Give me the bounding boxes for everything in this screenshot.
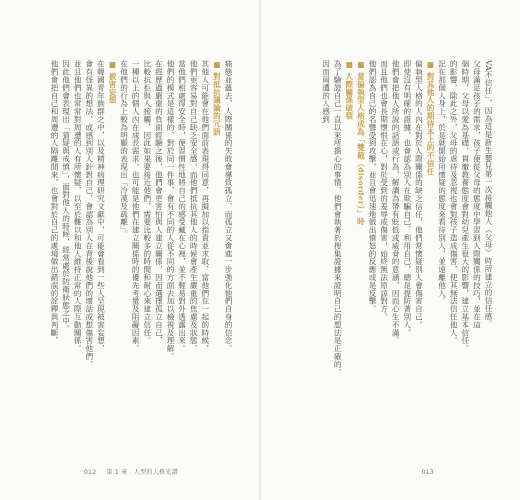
heading-marker: ■ (344, 60, 354, 70)
text-column: 父母滿足孩子的需求，孩子便從父母的態度中學習到人際關係的技巧，並在這 (472, 60, 482, 329)
running-head: 第 1 章 人型的人格光譜 (106, 469, 178, 476)
text-column: 他們認為自己的名聲受到攻擊，並且會迅速地做出憤怒的反應或是反擊。 (368, 60, 377, 313)
text-column: 其他人可能會在他們面前表現得同意，再擬加以指責並求取，當他們在一起的時候， (200, 60, 210, 353)
text-column: 當他們相處得安全時，便習慣性地將自己的感受藏在心裡，並不輕易對外透露出來。 (177, 60, 187, 353)
text-column: 即使沒有明確的證據，也會認為別人在欺騙自己、利用自己，總是提防著別人。 (402, 60, 412, 337)
heading-marker: ■ (426, 60, 435, 70)
heading-marker: ■ (356, 60, 366, 70)
heading-text: 被害妄想 (108, 72, 117, 104)
text-column: 在經歷過嚴重的負面經驗之後，他們會更害怕與人建立關係，因而選擇孤立自己， (154, 60, 164, 345)
text-column: 因而周遭的人感到 (321, 60, 331, 124)
text-column: 記在那個人身上，於是就開始用懷疑的態度來看待別人，並遠離他人。 (437, 60, 447, 305)
text-column: 的影響，除此之外，父母的虐待及忽視也會對孩子造成傷害，使其無法信任他人。 (449, 60, 459, 345)
heading-marker: ■ (212, 60, 222, 70)
text-column: 比較抗拒與人接觸，因此如果要接近他們，需要比較多的時間和耐心來建立信任。 (142, 60, 152, 345)
text-column: 而且他們也會長期懷恨在心，對於受到的羞辱或傷害，始終無法原諒對方。 (379, 60, 389, 321)
text-column: 他們的模式是這樣的，對於同一件事，會有不同的人從不同的方面去加以檢視及理解。 (166, 60, 175, 361)
section-heading (211, 60, 222, 136)
text-column: 個時期，父母以愛為基礎，貫徹教養態度會對幼兒產生很大的影響，建立基本信任。 (460, 60, 470, 353)
heading-text: 人際關係破裂 (344, 72, 354, 120)
section-heading (425, 60, 436, 175)
right-page (260, 0, 520, 500)
page-number: 013 (421, 469, 434, 476)
text-column: 他們更容易對自己缺乏安全感，而他們抵抗其他人的時候會產生嚴重的焦慮及狀態， (189, 60, 199, 353)
text-column: 在韓國青年族群之中，以及精神病理研究文獻中，可能會看到一些人呈現被害妄想， (96, 60, 106, 353)
text-column: 偏執型人格的人內在對於人際關係的缺乏信任，他們常懷疑別人會傷害自己。 (414, 60, 424, 329)
text-column: 他們會把他人所說的話語或行為，解讀為帶有貶低或威脅的意涵，因而心生不滿。 (391, 60, 401, 345)
page-number: 012 (84, 469, 97, 476)
text-column: 因此他們會表現出「猜疑與戒慎」，面對他人的時候，經常處於防衛狀態之中。 (61, 60, 71, 333)
section-heading (355, 60, 366, 225)
text-column: 痛態並蘊去，人際關係的失敗會導致孤立，而孤立又會進一步強化他們自身的信念。 (224, 60, 233, 353)
section-heading (107, 60, 118, 104)
heading-text: 對抵抗議論的冗語 (212, 72, 222, 136)
text-column: 一種以上的個人內在成長需求，也可能是他們在建立關係時的優先考量及阻礙因素。 (131, 60, 141, 353)
heading-text: 對其他人的期待本上的不信任 (426, 72, 435, 176)
heading-marker: ■ (108, 60, 117, 70)
text-column: 在他們的行為上較為明顯的表現出「冷漠及疏離」。 (119, 60, 129, 238)
text-column: 會有怪異的想法，或感到別人針對自己，會認為別人在背後說他們的壞話或想傷害他們， (84, 60, 94, 369)
text-column: 為了驗證自己一直以來所擔心的事情，他們會執著於搜集證據來證明自己的想法是正確的， (333, 60, 343, 376)
section-heading (344, 60, 355, 120)
text-column: 並且他們也常常對周遭的人有所懷疑，以至於難以和他人維持正常的人際互動關係。 (73, 60, 83, 353)
text-column: VA不信任」，因為這是新生嬰兒第一次接觸他人（父母）時所建立的信任感。 (484, 60, 493, 328)
left-folio (84, 467, 178, 476)
heading-text: 當偏執型人格成為「雙截（disorder）」時 (356, 72, 366, 226)
text-column: 他們會把自己和周遭的人隔離開來，也會對於自己的處境做出錯誤的詮釋與判斷， (50, 60, 59, 345)
right-folio (422, 469, 434, 476)
